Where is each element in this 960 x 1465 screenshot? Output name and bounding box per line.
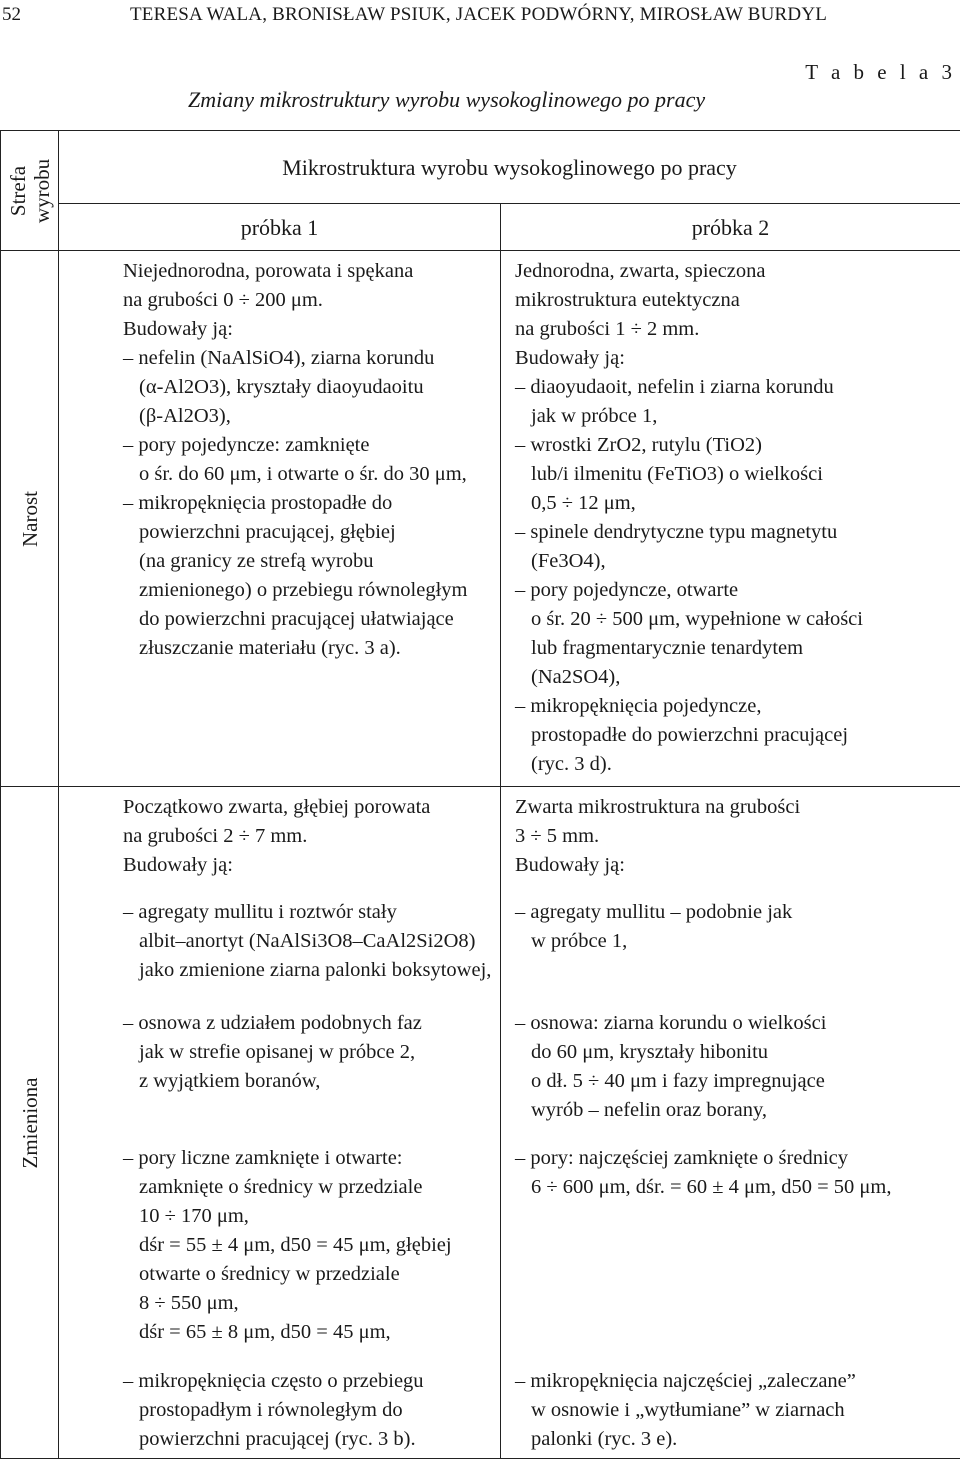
- text-line: 8 ÷ 550 μm,: [139, 1292, 239, 1314]
- text-line: jak w strefie opisanej w próbce 2,: [139, 1041, 416, 1063]
- text-line: o dł. 5 ÷ 40 μm i fazy impregnujące: [531, 1070, 825, 1092]
- main-column-header: Mikrostruktura wyrobu wysokoglinowego po pracy: [59, 131, 960, 204]
- text-line: palonki (ryc. 3 e).: [531, 1428, 678, 1450]
- table-caption: Zmiany mikrostruktury wyrobu wysokoglinowego po pracy: [188, 87, 706, 112]
- text-line: do 60 μm, kryształy hibonitu: [531, 1041, 769, 1063]
- text-line: na grubości 1 ÷ 2 mm.: [515, 318, 700, 340]
- text-line: w osnowie i „wytłumiane” w ziarnach: [531, 1399, 845, 1421]
- text-line: – osnowa: ziarna korundu o wielkości: [515, 1012, 827, 1034]
- text-line: (β-Al2O3),: [139, 405, 231, 427]
- text-line: – mikropęknięcia pojedyncze,: [515, 695, 762, 717]
- zone-column-header: [1, 131, 59, 251]
- text-line: na grubości 0 ÷ 200 μm.: [123, 289, 323, 311]
- text-line: powierzchni pracującej, głębiej: [139, 521, 396, 543]
- text-line: – pory pojedyncze: zamknięte: [123, 434, 370, 456]
- text-line: dśr = 65 ± 8 μm, d50 = 45 μm,: [139, 1321, 391, 1343]
- narost-sample1-cell: [59, 251, 501, 787]
- text-line: – mikropęknięcia najczęściej „zaleczane”: [515, 1370, 856, 1392]
- text-line: dśr = 55 ± 4 μm, d50 = 45 μm, głębiej: [139, 1234, 452, 1256]
- zone-zmieniona-label: Zmieniona: [17, 1077, 42, 1168]
- text-line: jak w próbce 1,: [531, 405, 658, 427]
- text-line: na grubości 2 ÷ 7 mm.: [123, 825, 308, 847]
- text-line: zamknięte o średnicy w przedziale: [139, 1176, 423, 1198]
- text-line: Budowały ją:: [515, 854, 625, 876]
- zone-zmieniona-cell: [1, 787, 59, 1459]
- text-line: (Fe3O4),: [531, 550, 606, 572]
- text-line: 0,5 ÷ 12 μm,: [531, 492, 636, 514]
- text-line: (ryc. 3 d).: [531, 753, 612, 775]
- text-line: do powierzchni pracującej ułatwiające: [139, 608, 454, 630]
- text-line: zmienionego) o przebiegu równoległym: [139, 579, 468, 601]
- zone-narost-label: Narost: [17, 490, 42, 547]
- page-number: 52: [2, 4, 21, 25]
- text-line: 6 ÷ 600 μm, dśr. = 60 ± 4 μm, d50 = 50 μm,: [531, 1176, 892, 1198]
- text-line: – pory liczne zamknięte i otwarte:: [123, 1147, 403, 1169]
- text-line: Budowały ją:: [123, 854, 233, 876]
- text-line: (α-Al2O3), kryształy diaoyudaoitu: [139, 376, 424, 398]
- sample2-header: próbka 2: [501, 204, 960, 251]
- text-line: 10 ÷ 170 μm,: [139, 1205, 249, 1227]
- running-header-authors: TERESA WALA, BRONISŁAW PSIUK, JACEK PODWÓRNY, MIROSŁAW BURDYL: [130, 4, 828, 25]
- text-line: (na granicy ze strefą wyrobu: [139, 550, 374, 572]
- text-line: w próbce 1,: [531, 930, 628, 952]
- text-line: mikrostruktura eutektyczna: [515, 289, 740, 311]
- narost-sample2-cell: [501, 251, 960, 787]
- zmieniona-sample2-cell: [501, 787, 960, 1459]
- text-line: Zwarta mikrostruktura na grubości: [515, 796, 801, 818]
- table-row-narost: [1, 251, 960, 787]
- text-line: – osnowa z udziałem podobnych faz: [123, 1012, 422, 1034]
- zmieniona-sample1-cell: [59, 787, 501, 1459]
- text-line: – agregaty mullitu – podobnie jak: [515, 901, 793, 923]
- text-line: – wrostki ZrO2, rutylu (TiO2): [515, 434, 762, 456]
- zone-column-label: Strefa wyrobu: [5, 158, 54, 223]
- text-line: prostopadłe do powierzchni pracującej: [531, 724, 849, 746]
- table-row-zmieniona: [1, 787, 960, 1459]
- text-line: Budowały ją:: [123, 318, 233, 340]
- text-line: prostopadłym i równoległym do: [139, 1399, 403, 1421]
- sample1-header: próbka 1: [59, 204, 501, 251]
- text-line: wyrób – nefelin oraz borany,: [531, 1099, 768, 1121]
- zone-narost-cell: [1, 251, 59, 787]
- text-line: – nefelin (NaAlSiO4), ziarna korundu: [123, 347, 435, 369]
- text-line: o śr. do 60 μm, i otwarte o śr. do 30 μm,: [139, 463, 467, 485]
- text-line: Budowały ją:: [515, 347, 625, 369]
- text-line: – spinele dendrytyczne typu magnetytu: [515, 521, 838, 543]
- text-line: jako zmienione ziarna palonki boksytowej,: [139, 959, 492, 981]
- text-line: powierzchni pracującej (ryc. 3 b).: [139, 1428, 416, 1450]
- text-line: Początkowo zwarta, głębiej porowata: [123, 796, 431, 818]
- text-line: (Na2SO4),: [531, 666, 621, 688]
- text-line: z wyjątkiem boranów,: [139, 1070, 321, 1092]
- text-line: otwarte o średnicy w przedziale: [139, 1263, 400, 1285]
- text-line: – pory: najczęściej zamknięte o średnicy: [515, 1147, 848, 1169]
- text-line: – pory pojedyncze, otwarte: [515, 579, 739, 601]
- text-line: Niejednorodna, porowata i spękana: [123, 260, 414, 282]
- microstructure-table: [0, 130, 960, 1459]
- text-line: – mikropęknięcia prostopadłe do: [123, 492, 393, 514]
- text-line: lub fragmentarycznie tenardytem: [531, 637, 804, 659]
- text-line: złuszczanie materiału (ryc. 3 a).: [139, 637, 401, 659]
- text-line: Jednorodna, zwarta, spieczona: [515, 260, 766, 282]
- text-line: albit–anortyt (NaAlSi3O8–CaAl2Si2O8): [139, 930, 476, 952]
- text-line: 3 ÷ 5 mm.: [515, 825, 600, 847]
- text-line: – mikropęknięcia często o przebiegu: [123, 1370, 424, 1392]
- text-line: – diaoyudaoit, nefelin i ziarna korundu: [515, 376, 834, 398]
- text-line: lub/i ilmenitu (FeTiO3) o wielkości: [531, 463, 823, 485]
- table-label: T a b e l a 3: [805, 60, 956, 84]
- text-line: o śr. 20 ÷ 500 μm, wypełnione w całości: [531, 608, 863, 630]
- text-line: – agregaty mullitu i roztwór stały: [123, 901, 397, 923]
